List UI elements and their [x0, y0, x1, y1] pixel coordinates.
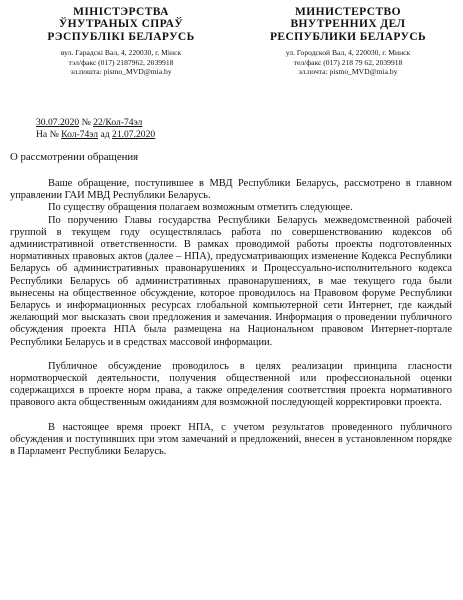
paragraph: По существу обращения полагаем возможным отметить следующее.: [48, 202, 353, 214]
outgoing-reference: [36, 117, 155, 129]
paragraph: Публичное обсуждение проводилось в целях реализации принципа гласности нормотворческой деятельности, получения общественной или профессиональной оценки содержащихся в проекте норм права, а также определения соответствия проекта нормативного правового акта общественным ожиданиям для возможной последующей корректировки проекта.: [10, 360, 452, 409]
outgoing-number: 22/Кол-74эл: [93, 117, 143, 128]
paragraph: По поручению Главы государства Республики Беларусь межведомственной рабочей группой в текущем году осуществлялась работа по совершенствованию кодексов об административной ответственности. В рамках проводимой работы проекты подготовленных нормативных правовых актов (далее – НПА), предусматривающих изменение Кодекса Республики Беларусь об административных правонарушениях и Процессуально-исполнительного кодекса Республики Беларусь об административных правонарушениях, в мае текущего года были вынесены на общественное обсуждение, которое проводилось на Правовом форуме Республики Беларусь и информационных ресурсах глобальной компьютерной сети Интернет, где каждый желающий мог высказать свои предложения и замечания. Информация о проведении публичного обсуждения проекта НПА была размещена на Национальном правовом Интернет-портале Республики Беларусь и в средствах массовой информации.: [10, 214, 452, 348]
incoming-reference: [36, 129, 155, 141]
letter-body: [10, 178, 452, 458]
header-left: [16, 6, 226, 76]
number-label: №: [81, 117, 91, 128]
org-name-ru: МИНИСТЕРСТВО ВНУТРЕННИХ ДЕЛ РЕСПУБЛИКИ БЕЛАРУСЬ: [269, 6, 427, 43]
paragraph: В настоящее время проект НПА, с учетом результатов проведенного публичного обсуждения и поступивших при этом замечаний и предложений, внесен в установленном порядке в Парламент Республики Беларусь.: [10, 421, 452, 458]
incoming-label: На №: [36, 128, 59, 140]
incoming-date: 21.07.2020: [112, 128, 156, 140]
incoming-from-label: ад: [100, 128, 110, 140]
address-ru: ул. Городской Вал, 4, 220030, г. Минск тел/факс (017) 218 79 62, 2039918 эл.почта: pismo_MVD@mia.by: [285, 48, 411, 77]
org-name-by: МІНІСТЭРСТВА ЎНУТРАНЫХ СПРАЎ РЭСПУБЛІКІ БЕЛАРУСЬ: [47, 6, 195, 43]
incoming-number: Кол-74эл: [61, 128, 99, 140]
address-by: вул. Гарадскі Вал, 4, 220030, г. Мінск тэл/факс (017) 2187962, 2039918 эл.пошта: pismo_MVD@mia.by: [60, 48, 182, 77]
header-right: [243, 6, 453, 76]
letter-subject: О рассмотрении обращения: [10, 151, 139, 163]
document-reference: [36, 117, 155, 140]
paragraph: Ваше обращение, поступившее в МВД Республики Беларусь, рассмотрено в главном управлении ГАИ МВД Республики Беларусь.: [10, 178, 452, 202]
outgoing-date: 30.07.2020: [36, 117, 80, 128]
